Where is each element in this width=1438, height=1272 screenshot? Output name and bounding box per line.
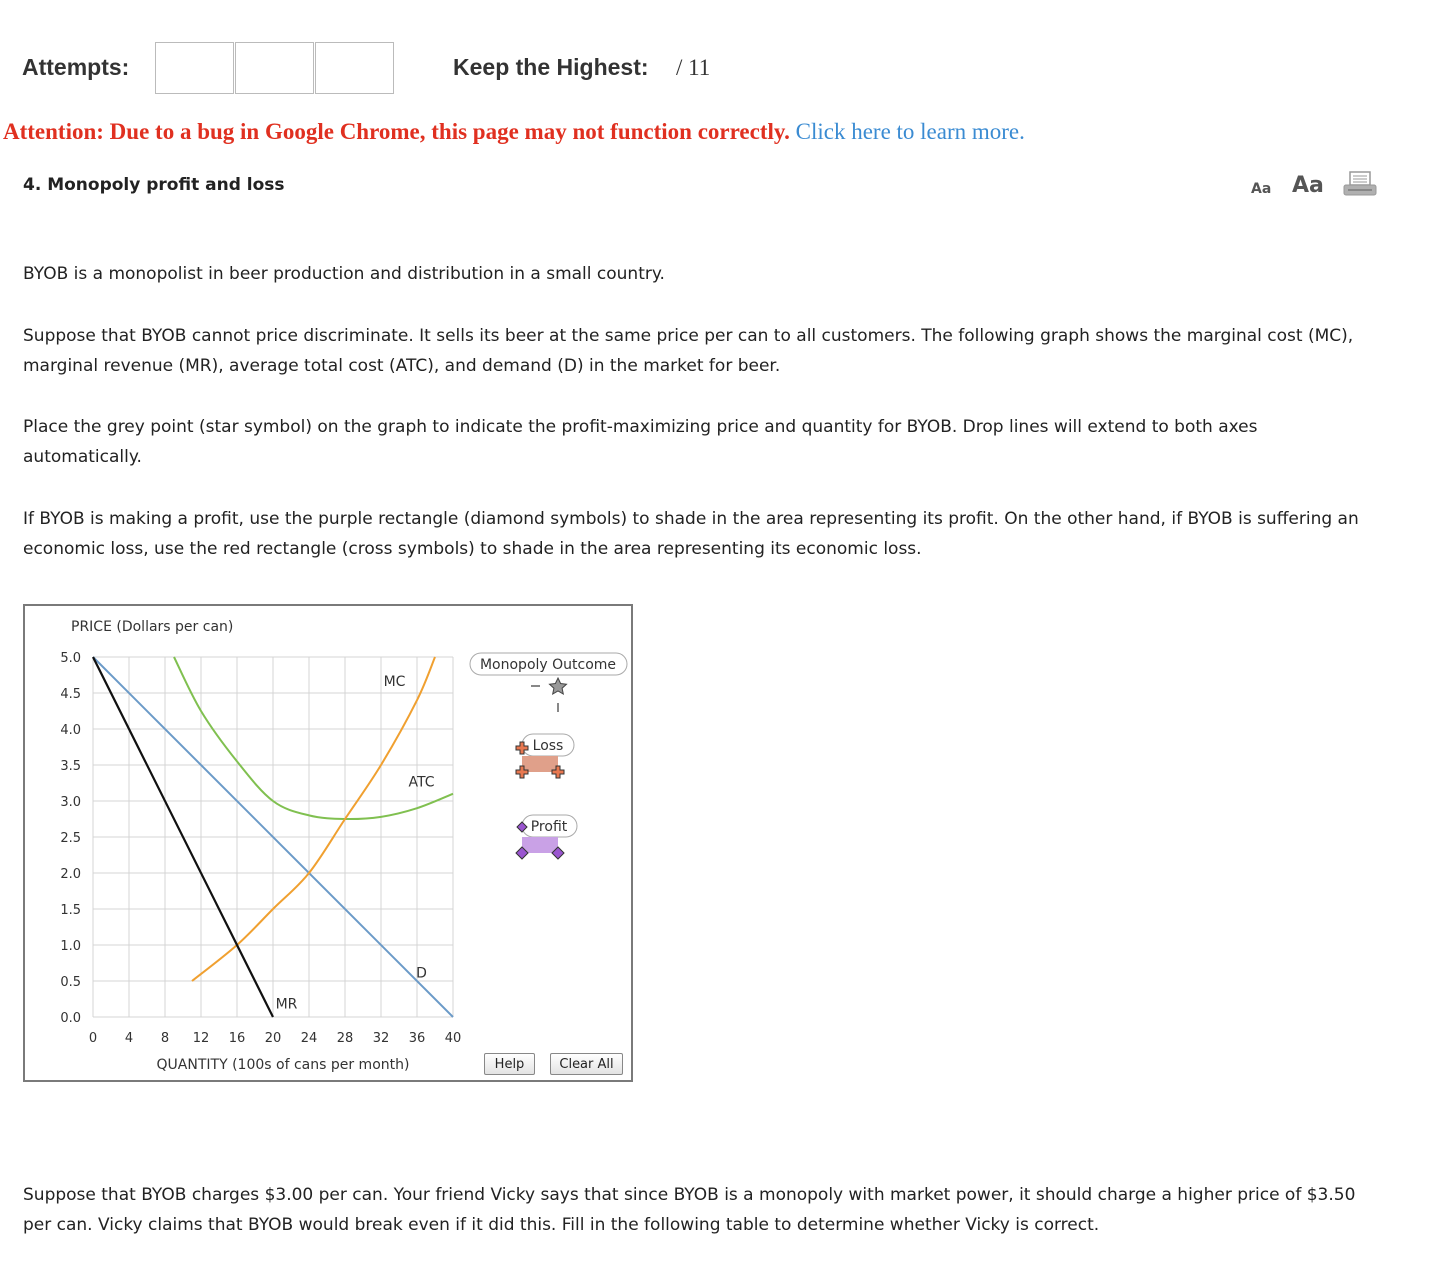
star-point-icon[interactable] xyxy=(550,678,567,694)
y-tick-label: 5.0 xyxy=(60,651,81,666)
x-tick-label: 32 xyxy=(372,1031,390,1046)
learn-more-link[interactable]: Click here to learn more. xyxy=(795,119,1025,144)
keep-highest-label: Keep the Highest: xyxy=(453,54,649,80)
attention-warning: Attention: Due to a bug in Google Chrome, this page may not function correctly. xyxy=(3,119,790,144)
x-tick-label: 24 xyxy=(300,1031,318,1046)
x-tick-label: 16 xyxy=(228,1031,246,1046)
curve-label-d: D xyxy=(416,965,427,982)
x-tick-label: 4 xyxy=(124,1031,134,1046)
profit-label: Profit xyxy=(530,819,568,835)
curve-atc xyxy=(174,657,453,819)
instruction-star-paragraph: Place the grey point (star symbol) on the graph to indicate the profit-maximizing price and quantity for BYOB. Drop lines will extend to both axes automatically. xyxy=(23,417,1258,467)
attempt-box-1 xyxy=(155,42,234,94)
font-size-small-button[interactable]: Aa xyxy=(1251,181,1272,197)
loss-label: Loss xyxy=(532,738,564,754)
monopoly-outcome-label: Monopoly Outcome xyxy=(479,657,617,673)
monopoly-chart[interactable] xyxy=(25,606,631,1080)
y-tick-label: 2.5 xyxy=(60,831,81,846)
y-tick-label: 3.0 xyxy=(60,795,81,810)
x-tick-label: 12 xyxy=(192,1031,210,1046)
curve-label-mc: MC xyxy=(383,673,406,690)
question-title: 4. Monopoly profit and loss xyxy=(23,175,285,195)
clear-all-button[interactable]: Clear All xyxy=(550,1053,623,1075)
x-axis-title: QUANTITY (100s of cans per month) xyxy=(156,1057,410,1073)
y-axis-title: PRICE (Dollars per can) xyxy=(71,619,234,635)
x-tick-label: 28 xyxy=(336,1031,354,1046)
graph-widget xyxy=(23,604,633,1082)
y-tick-label: 1.5 xyxy=(60,903,81,918)
x-tick-label: 0 xyxy=(88,1031,98,1046)
intro-paragraph: BYOB is a monopolist in beer production and distribution in a small country. xyxy=(23,264,665,284)
curve-label-atc: ATC xyxy=(408,774,435,791)
attempt-box-2 xyxy=(235,42,314,94)
context-paragraph: Suppose that BYOB cannot price discriminate. It sells its beer at the same price per can to all customers. The following graph shows the marginal cost (MC), marginal revenue (MR), average total cost (ATC), and demand (D) in the market for beer. xyxy=(23,326,1354,376)
y-tick-label: 4.0 xyxy=(60,723,81,738)
x-tick-label: 40 xyxy=(444,1031,462,1046)
followup-paragraph: Suppose that BYOB charges $3.00 per can. Your friend Vicky says that since BYOB is a monopoly with market power, it should charge a higher price of $3.50 per can. Vicky claims that BYOB would break even if it did this. Fill in the following table to determine whether Vicky is correct. xyxy=(23,1185,1356,1235)
x-tick-label: 8 xyxy=(160,1031,170,1046)
attempt-box-3 xyxy=(315,42,394,94)
attempts-label: Attempts: xyxy=(22,54,130,80)
x-tick-label: 36 xyxy=(408,1031,426,1046)
x-tick-label: 20 xyxy=(264,1031,282,1046)
print-icon[interactable] xyxy=(1343,171,1377,201)
score-value: / 11 xyxy=(676,55,711,80)
y-tick-label: 3.5 xyxy=(60,759,81,774)
y-tick-label: 4.5 xyxy=(60,687,81,702)
instruction-rect-paragraph: If BYOB is making a profit, use the purple rectangle (diamond symbols) to shade in the area representing its profit. On the other hand, if BYOB is suffering an economic loss, use the red rectangle (cross symbols) to shade in the area representing its economic loss. xyxy=(23,509,1359,559)
font-size-large-button[interactable]: Aa xyxy=(1292,173,1324,198)
curve-mc xyxy=(192,657,435,981)
y-tick-label: 2.0 xyxy=(60,867,81,882)
y-tick-label: 0.0 xyxy=(60,1011,81,1026)
y-tick-label: 0.5 xyxy=(60,975,81,990)
attention-banner xyxy=(3,119,1025,145)
y-tick-label: 1.0 xyxy=(60,939,81,954)
curve-label-mr: MR xyxy=(275,996,298,1013)
help-button[interactable]: Help xyxy=(484,1053,535,1075)
profit-rectangle[interactable] xyxy=(522,837,558,853)
